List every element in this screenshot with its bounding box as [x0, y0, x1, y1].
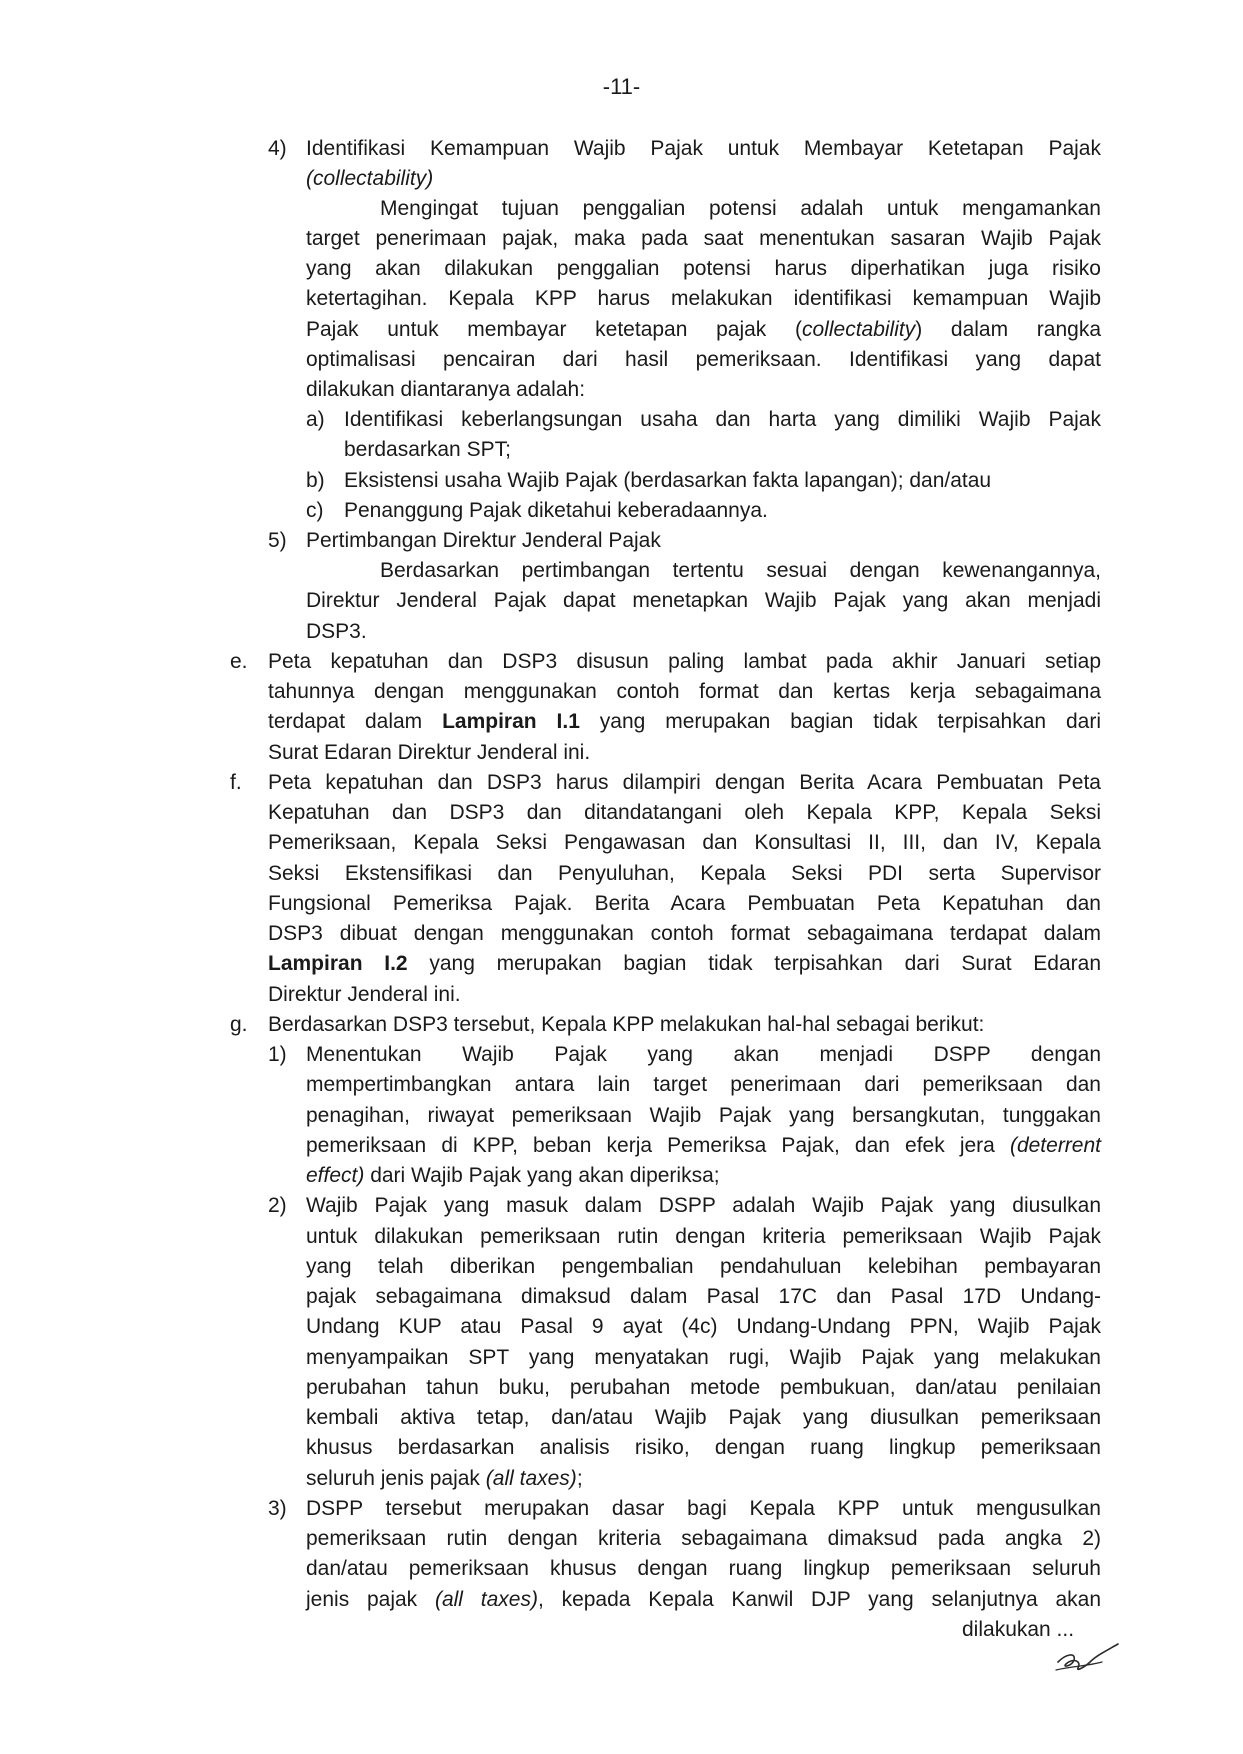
item-4b-line: Eksistensi usaha Wajib Pajak (berdasarkan fakta lapangan); dan/atau [344, 469, 992, 492]
item-4-title-term: (collectability) [306, 167, 434, 190]
item-g2-line: untuk dilakukan pemeriksaan rutin dengan kriteria pemeriksaan Wajib Pajak [306, 1225, 1101, 1248]
item-e-line: Peta kepatuhan dan DSP3 disusun paling lambat pada akhir Januari setiap [268, 650, 1101, 673]
item-g2-line: pajak sebagaimana dimaksud dalam Pasal 17C dan Pasal 17D Undang- [306, 1285, 1101, 1308]
item-g2-line: Wajib Pajak yang masuk dalam DSPP adalah Wajib Pajak yang diusulkan [306, 1194, 1101, 1217]
item-g2-line: Undang KUP atau Pasal 9 ayat (4c) Undang-Undang PPN, Wajib Pajak [306, 1315, 1101, 1338]
item-f-label: f. [230, 771, 242, 794]
item-g2-line: khusus berdasarkan analisis risiko, dengan ruang lingkup pemeriksaan [306, 1436, 1101, 1459]
page-number: -11- [602, 74, 641, 99]
item-5-line: Berdasarkan pertimbangan tertentu sesuai dengan kewenangannya, [380, 559, 1101, 582]
item-g3-line: pemeriksaan rutin dengan kriteria sebagaimana dimaksud pada angka 2) [306, 1527, 1101, 1550]
item-g-intro: Berdasarkan DSP3 tersebut, Kepala KPP melakukan hal-hal sebagai berikut: [268, 1013, 985, 1036]
item-g2-line: kembali aktiva tetap, dan/atau Wajib Pajak yang diusulkan pemeriksaan [306, 1406, 1101, 1429]
item-g3-line: jenis pajak (all taxes), kepada Kepala Kanwil DJP yang selanjutnya akan [306, 1588, 1102, 1611]
item-f-line: Kepatuhan dan DSP3 dan ditandatangani oleh Kepala KPP, Kepala Seksi [268, 801, 1101, 824]
item-4-number: 4) [268, 137, 287, 160]
item-5-line: Direktur Jenderal Pajak dapat menetapkan Wajib Pajak yang akan menjadi [306, 589, 1101, 612]
item-f-line: Lampiran I.2 yang merupakan bagian tidak terpisahkan dari Surat Edaran [268, 952, 1101, 975]
item-4-para-line: yang akan dilakukan penggalian potensi harus diperhatikan juga risiko [306, 257, 1101, 280]
item-g1-line: pemeriksaan di KPP, beban kerja Pemeriksa Pajak, dan efek jera (deterrent [306, 1134, 1101, 1157]
item-4b-number: b) [306, 469, 325, 492]
item-e-label: e. [230, 650, 248, 673]
page-continuation: dilakukan ... [962, 1618, 1075, 1641]
item-4a-number: a) [306, 408, 325, 431]
item-5-title: Pertimbangan Direktur Jenderal Pajak [306, 529, 661, 552]
paraf-signature-icon [1052, 1636, 1122, 1676]
item-g2-line: perubahan tahun buku, perubahan metode pembukuan, dan/atau penilaian [306, 1376, 1101, 1399]
item-g2-number: 2) [268, 1194, 287, 1217]
item-g1-number: 1) [268, 1043, 287, 1066]
item-4-para-line: ketertagihan. Kepala KPP harus melakukan identifikasi kemampuan Wajib [306, 287, 1101, 310]
item-g1-line: Menentukan Wajib Pajak yang akan menjadi DSPP dengan [306, 1043, 1101, 1066]
item-f-line: Seksi Ekstensifikasi dan Penyuluhan, Kepala Seksi PDI serta Supervisor [268, 862, 1101, 885]
item-f-line: Peta kepatuhan dan DSP3 harus dilampiri dengan Berita Acara Pembuatan Peta [268, 771, 1101, 794]
item-g3-line: dan/atau pemeriksaan khusus dengan ruang lingkup pemeriksaan seluruh [306, 1557, 1101, 1580]
item-4a-line: berdasarkan SPT; [344, 438, 511, 461]
item-f-line: Direktur Jenderal ini. [268, 983, 461, 1006]
item-g2-line: seluruh jenis pajak (all taxes); [306, 1467, 583, 1490]
item-e-line: tahunnya dengan menggunakan contoh format dan kertas kerja sebagaimana [268, 680, 1101, 703]
item-g2-line: yang telah diberikan pengembalian pendahuluan kelebihan pembayaran [306, 1255, 1101, 1278]
item-g2-line: menyampaikan SPT yang menyatakan rugi, Wajib Pajak yang melakukan [306, 1346, 1101, 1369]
item-f-line: DSP3 dibuat dengan menggunakan contoh format sebagaimana terdapat dalam [268, 922, 1101, 945]
item-4-para-line: Pajak untuk membayar ketetapan pajak (collectability) dalam rangka [306, 318, 1101, 341]
item-4a-line: Identifikasi keberlangsungan usaha dan harta yang dimiliki Wajib Pajak [344, 408, 1101, 431]
item-g3-line: DSPP tersebut merupakan dasar bagi Kepala KPP untuk mengusulkan [306, 1497, 1101, 1520]
item-4-para-line: dilakukan diantaranya adalah: [306, 378, 586, 401]
item-e-line: Surat Edaran Direktur Jenderal ini. [268, 741, 591, 764]
item-4-para-line: Mengingat tujuan penggalian potensi adalah untuk mengamankan [380, 197, 1101, 220]
item-g3-number: 3) [268, 1497, 287, 1520]
item-f-line: Fungsional Pemeriksa Pajak. Berita Acara Pembuatan Peta Kepatuhan dan [268, 892, 1101, 915]
item-5-number: 5) [268, 529, 287, 552]
item-f-line: Pemeriksaan, Kepala Seksi Pengawasan dan Konsultasi II, III, dan IV, Kepala [268, 831, 1101, 854]
item-g-label: g. [230, 1013, 248, 1036]
item-e-line: terdapat dalam Lampiran I.1 yang merupakan bagian tidak terpisahkan dari [268, 710, 1101, 733]
item-4-title: Identifikasi Kemampuan Wajib Pajak untuk Membayar Ketetapan Pajak [306, 137, 1101, 160]
item-g1-line: mempertimbangkan antara lain target penerimaan dari pemeriksaan dan [306, 1073, 1101, 1096]
item-4-para-line: optimalisasi pencairan dari hasil pemeriksaan. Identifikasi yang dapat [306, 348, 1101, 371]
item-5-line: DSP3. [306, 620, 367, 643]
item-4-para-line: target penerimaan pajak, maka pada saat menentukan sasaran Wajib Pajak [306, 227, 1101, 250]
item-g1-line: effect) dari Wajib Pajak yang akan diperiksa; [306, 1164, 720, 1187]
item-g1-line: penagihan, riwayat pemeriksaan Wajib Pajak yang bersangkutan, tunggakan [306, 1104, 1101, 1127]
item-4c-line: Penanggung Pajak diketahui keberadaannya. [344, 499, 768, 522]
item-4c-number: c) [306, 499, 324, 522]
